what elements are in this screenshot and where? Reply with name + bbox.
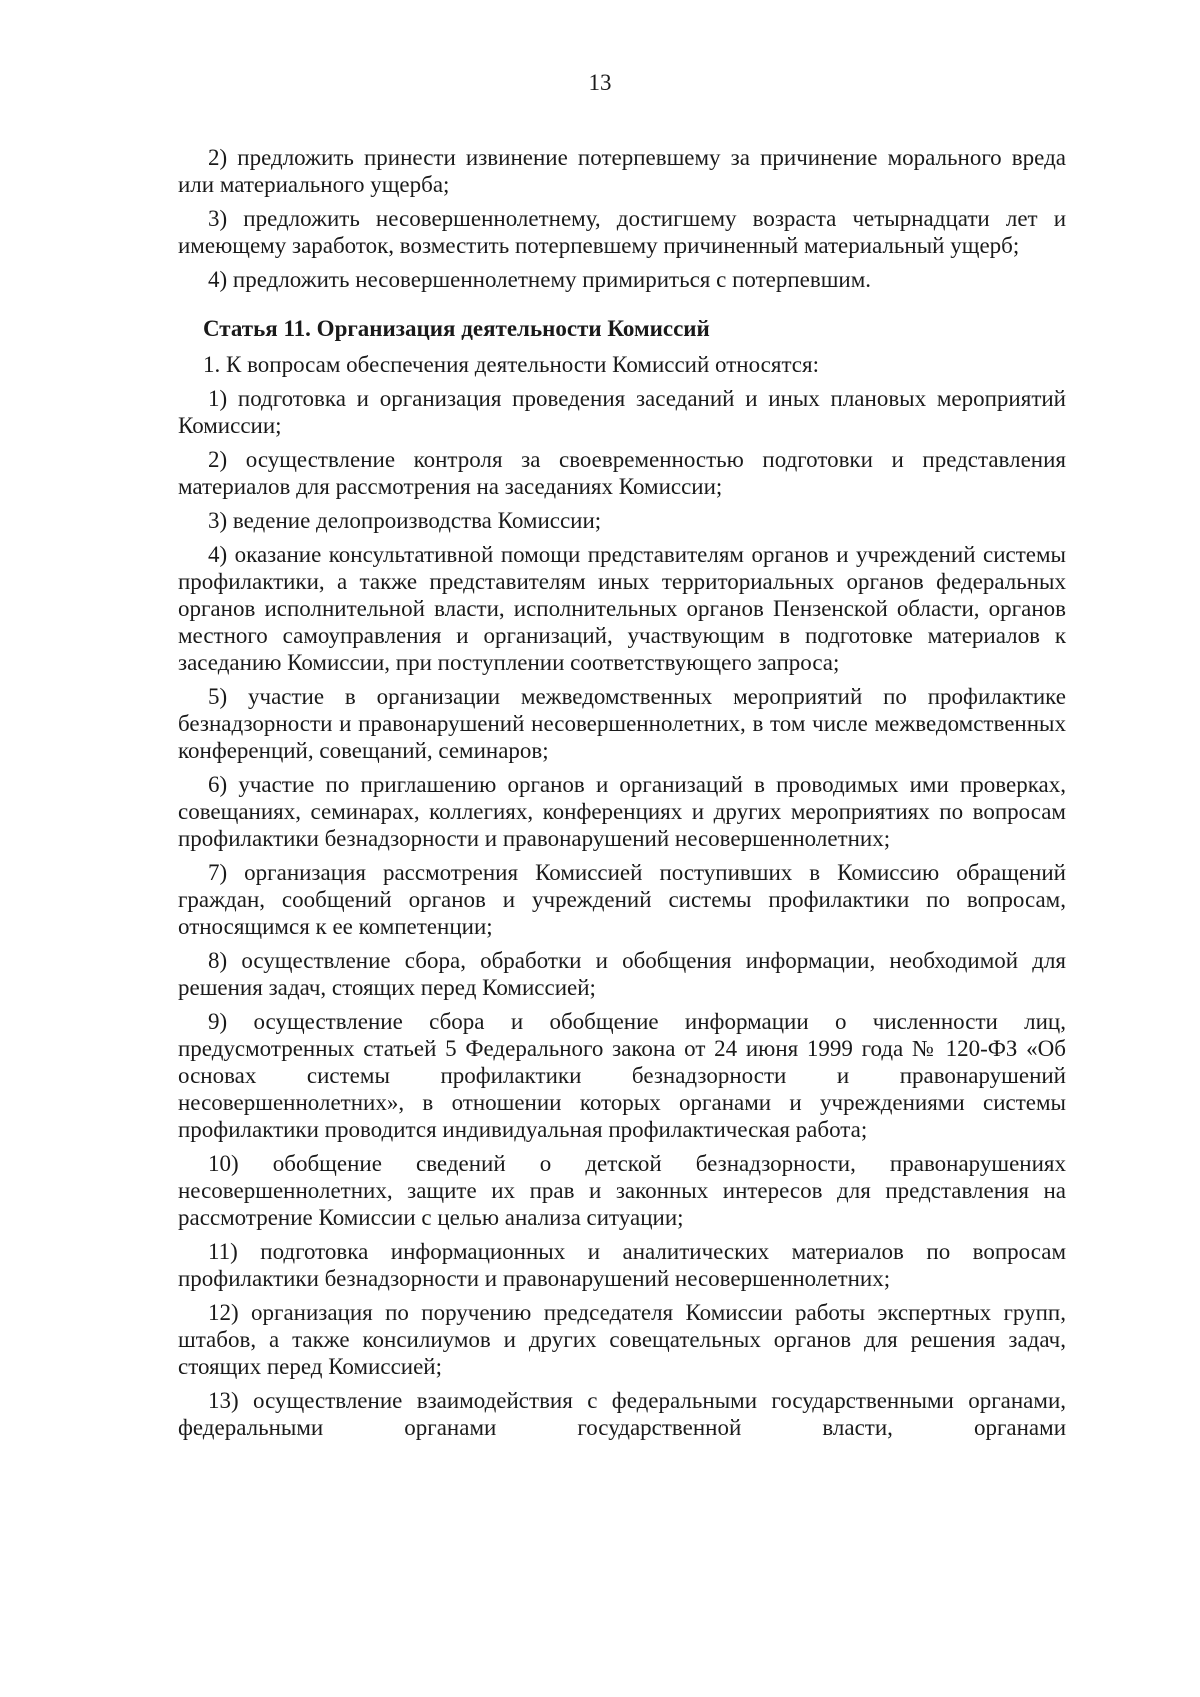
item-4-reconcile: 4) предложить несовершеннолетнему примириться с потерпевшим.	[208, 267, 872, 292]
article-heading: Статья 11. Организация деятельности Комиссий	[203, 316, 710, 341]
list-item: 1) подготовка и организация проведения заседаний и иных плановых мероприятий Комиссии;	[178, 386, 1066, 438]
list-item: 3) ведение делопроизводства Комиссии;	[208, 508, 602, 533]
list-item: 2) осуществление контроля за своевременностью подготовки и представления материалов для рассмотрения на заседаниях Комиссии;	[178, 447, 1066, 499]
list-item: 7) организация рассмотрения Комиссией поступивших в Комиссию обращений граждан, сообщений органов и учреждений системы профилактики по вопросам, относящимся к ее компетенции;	[178, 860, 1066, 939]
item-2-apology: 2) предложить принести извинение потерпевшему за причинение морального вреда или материального ущерба;	[178, 145, 1066, 197]
list-item: 5) участие в организации межведомственных мероприятий по профилактике безнадзорности и правонарушений несовершеннолетних, в том числе межведомственных конференций, совещаний, семинаров;	[178, 684, 1066, 763]
list-item: 6) участие по приглашению органов и организаций в проводимых ими проверках, совещаниях, семинарах, коллегиях, конференциях и других мероприятиях по вопросам профилактики безнадзорности и правонарушений несовершеннолетних;	[178, 772, 1066, 851]
list-item: 9) осуществление сбора и обобщение информации о численности лиц, предусмотренных статьей 5 Федерального закона от 24 июня 1999 года № 120-ФЗ «Об основах системы профилактики безнадзорности и правонарушений несовершеннолетних», в отношении которых органами и учреждениями системы профилактики проводится индивидуальная профилактическая работа;	[178, 1009, 1066, 1142]
list-item: 8) осуществление сбора, обработки и обобщения информации, необходимой для решения задач, стоящих перед Комиссией;	[178, 948, 1066, 1000]
item-3-compensation: 3) предложить несовершеннолетнему, достигшему возраста четырнадцати лет и имеющему заработок, возместить потерпевшему причиненный материальный ущерб;	[178, 206, 1066, 258]
list-item: 4) оказание консультативной помощи представителям органов и учреждений системы профилактики, а также представителям иных территориальных органов федеральных органов исполнительной власти, исполнительных органов Пензенской области, органов местного самоуправления и организаций, участвующим в подготовке материалов к заседанию Комиссии, при поступлении соответствующего запроса;	[178, 542, 1066, 675]
list-item: 10) обобщение сведений о детской безнадзорности, правонарушениях несовершеннолетних, защите их прав и законных интересов для представления на рассмотрение Комиссии с целью анализа ситуации;	[178, 1151, 1066, 1230]
list-item: 11) подготовка информационных и аналитических материалов по вопросам профилактики безнадзорности и правонарушений несовершеннолетних;	[178, 1239, 1066, 1291]
page-number: 13	[588, 70, 612, 95]
list-item: 13) осуществление взаимодействия с федеральными государственными органами, федеральными органами государственной власти, органами	[178, 1388, 1066, 1440]
document-body	[178, 144, 1066, 1448]
clause-1: 1. К вопросам обеспечения деятельности Комиссий относятся:	[203, 352, 819, 377]
list-item: 12) организация по поручению председателя Комиссии работы экспертных групп, штабов, а также консилиумов и других совещательных органов для решения задач, стоящих перед Комиссией;	[178, 1300, 1066, 1379]
